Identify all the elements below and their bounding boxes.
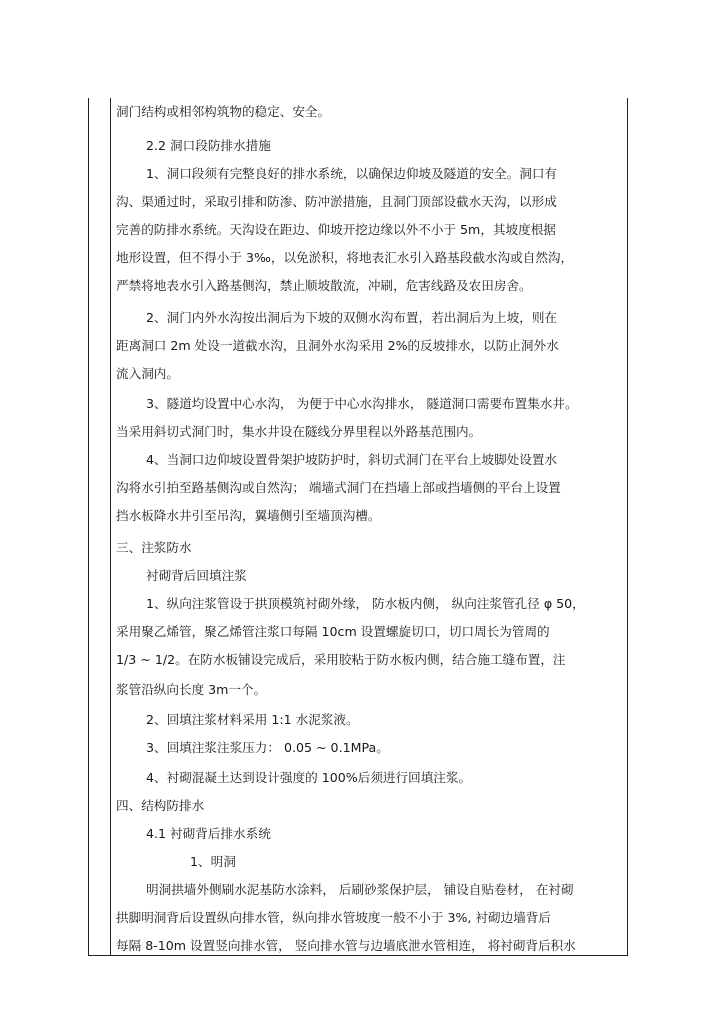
table-left-border — [88, 98, 89, 956]
text-line: 沟、渠通过时，采取引排和防渗、防冲淤措施，且洞门顶部设截水天沟，以形成 — [116, 194, 557, 209]
section-heading: 三、注浆防水 — [116, 540, 192, 555]
text-line: 3、回填注浆注浆压力： 0.05 ~ 0.1MPa。 — [146, 740, 389, 755]
text-line: 沟将水引拍至路基侧沟或自然沟； 端墙式洞门在挡墙上部或挡墙侧的平台上设置 — [116, 480, 561, 495]
text-line: 严禁将地表水引入路基侧沟，禁止顺坡散流，冲刷，危害线路及农田房舍。 — [116, 278, 532, 293]
text-line: 拱脚明洞背后设置纵向排水管，纵向排水管坡度一般不小于 3%, 衬砌边墙背后 — [116, 910, 551, 925]
text-line: 浆管沿纵向长度 3m一个。 — [116, 682, 267, 697]
text-line: 2、洞门内外水沟按出洞后为下坡的双侧水沟布置，若出洞后为上坡，则在 — [146, 310, 558, 325]
text-line: 当采用斜切式洞门时，集水井设在隧线分界里程以外路基范围内。 — [116, 424, 482, 439]
text-line: 流入洞内。 — [116, 366, 179, 381]
text-line: 距离洞口 2m 处设一道截水沟，且洞外水沟采用 2%的反坡排水，以防止洞外水 — [116, 338, 559, 353]
text-line: 明洞拱墙外侧刷水泥基防水涂料， 后刷砂浆保护层， 铺设自贴卷材， 在衬砌 — [146, 882, 574, 897]
text-line: 挡水板降水井引至吊沟，翼墙侧引至墙顶沟槽。 — [116, 508, 381, 523]
table-column-divider — [110, 98, 111, 956]
subsection-heading: 1、明洞 — [190, 854, 236, 869]
text-line: 4、当洞口边仰坡设置骨架护坡防护时，斜切式洞门在平台上坡脚处设置水 — [146, 452, 558, 467]
section-heading: 2.2 洞口段防排水措施 — [146, 138, 271, 153]
section-heading: 四、结构防排水 — [116, 798, 205, 813]
text-line: 采用聚乙烯管，聚乙烯管注浆口每隔 10cm 设置螺旋切口，切口周长为管周的 — [116, 624, 550, 639]
subsection-heading: 衬砌背后回填注浆 — [146, 568, 247, 583]
text-line: 洞门结构或相邻构筑物的稳定、安全。 — [116, 104, 331, 119]
text-line: 1/3 ~ 1/2。在防水板铺设完成后，采用胶粘于防水板内侧，结合施工缝布置，注 — [116, 652, 566, 667]
text-line: 完善的防排水系统。天沟设在距边、仰坡开挖边缘以外不小于 5m，其坡度根据 — [116, 222, 556, 237]
table-bottom-border — [88, 955, 628, 956]
text-line: 每隔 8-10m 设置竖向排水管， 竖向排水管与边墙底泄水管相连， 将衬砌背后积水 — [116, 938, 576, 953]
table-right-border — [627, 98, 628, 956]
text-line: 2、回填注浆材料采用 1:1 水泥浆液。 — [146, 712, 359, 727]
text-line: 1、纵向注浆管设于拱顶模筑衬砌外缘， 防水板内侧， 纵向注浆管孔径 φ 50， — [146, 596, 585, 611]
text-line: 地形设置，但不得小于 3‰，以免淤积，将地表汇水引入路基段截水沟或自然沟， — [116, 250, 574, 265]
text-line: 1、洞口段须有完整良好的排水系统，以确保边仰坡及隧道的安全。洞口有 — [146, 166, 558, 181]
subsection-heading: 4.1 衬砌背后排水系统 — [146, 826, 271, 841]
text-line: 3、隧道均设置中心水沟， 为便于中心水沟排水， 隧道洞口需要布置集水井。 — [146, 396, 578, 411]
text-line: 4、衬砌混凝土达到设计强度的 100%后须进行回填注浆。 — [146, 770, 472, 785]
